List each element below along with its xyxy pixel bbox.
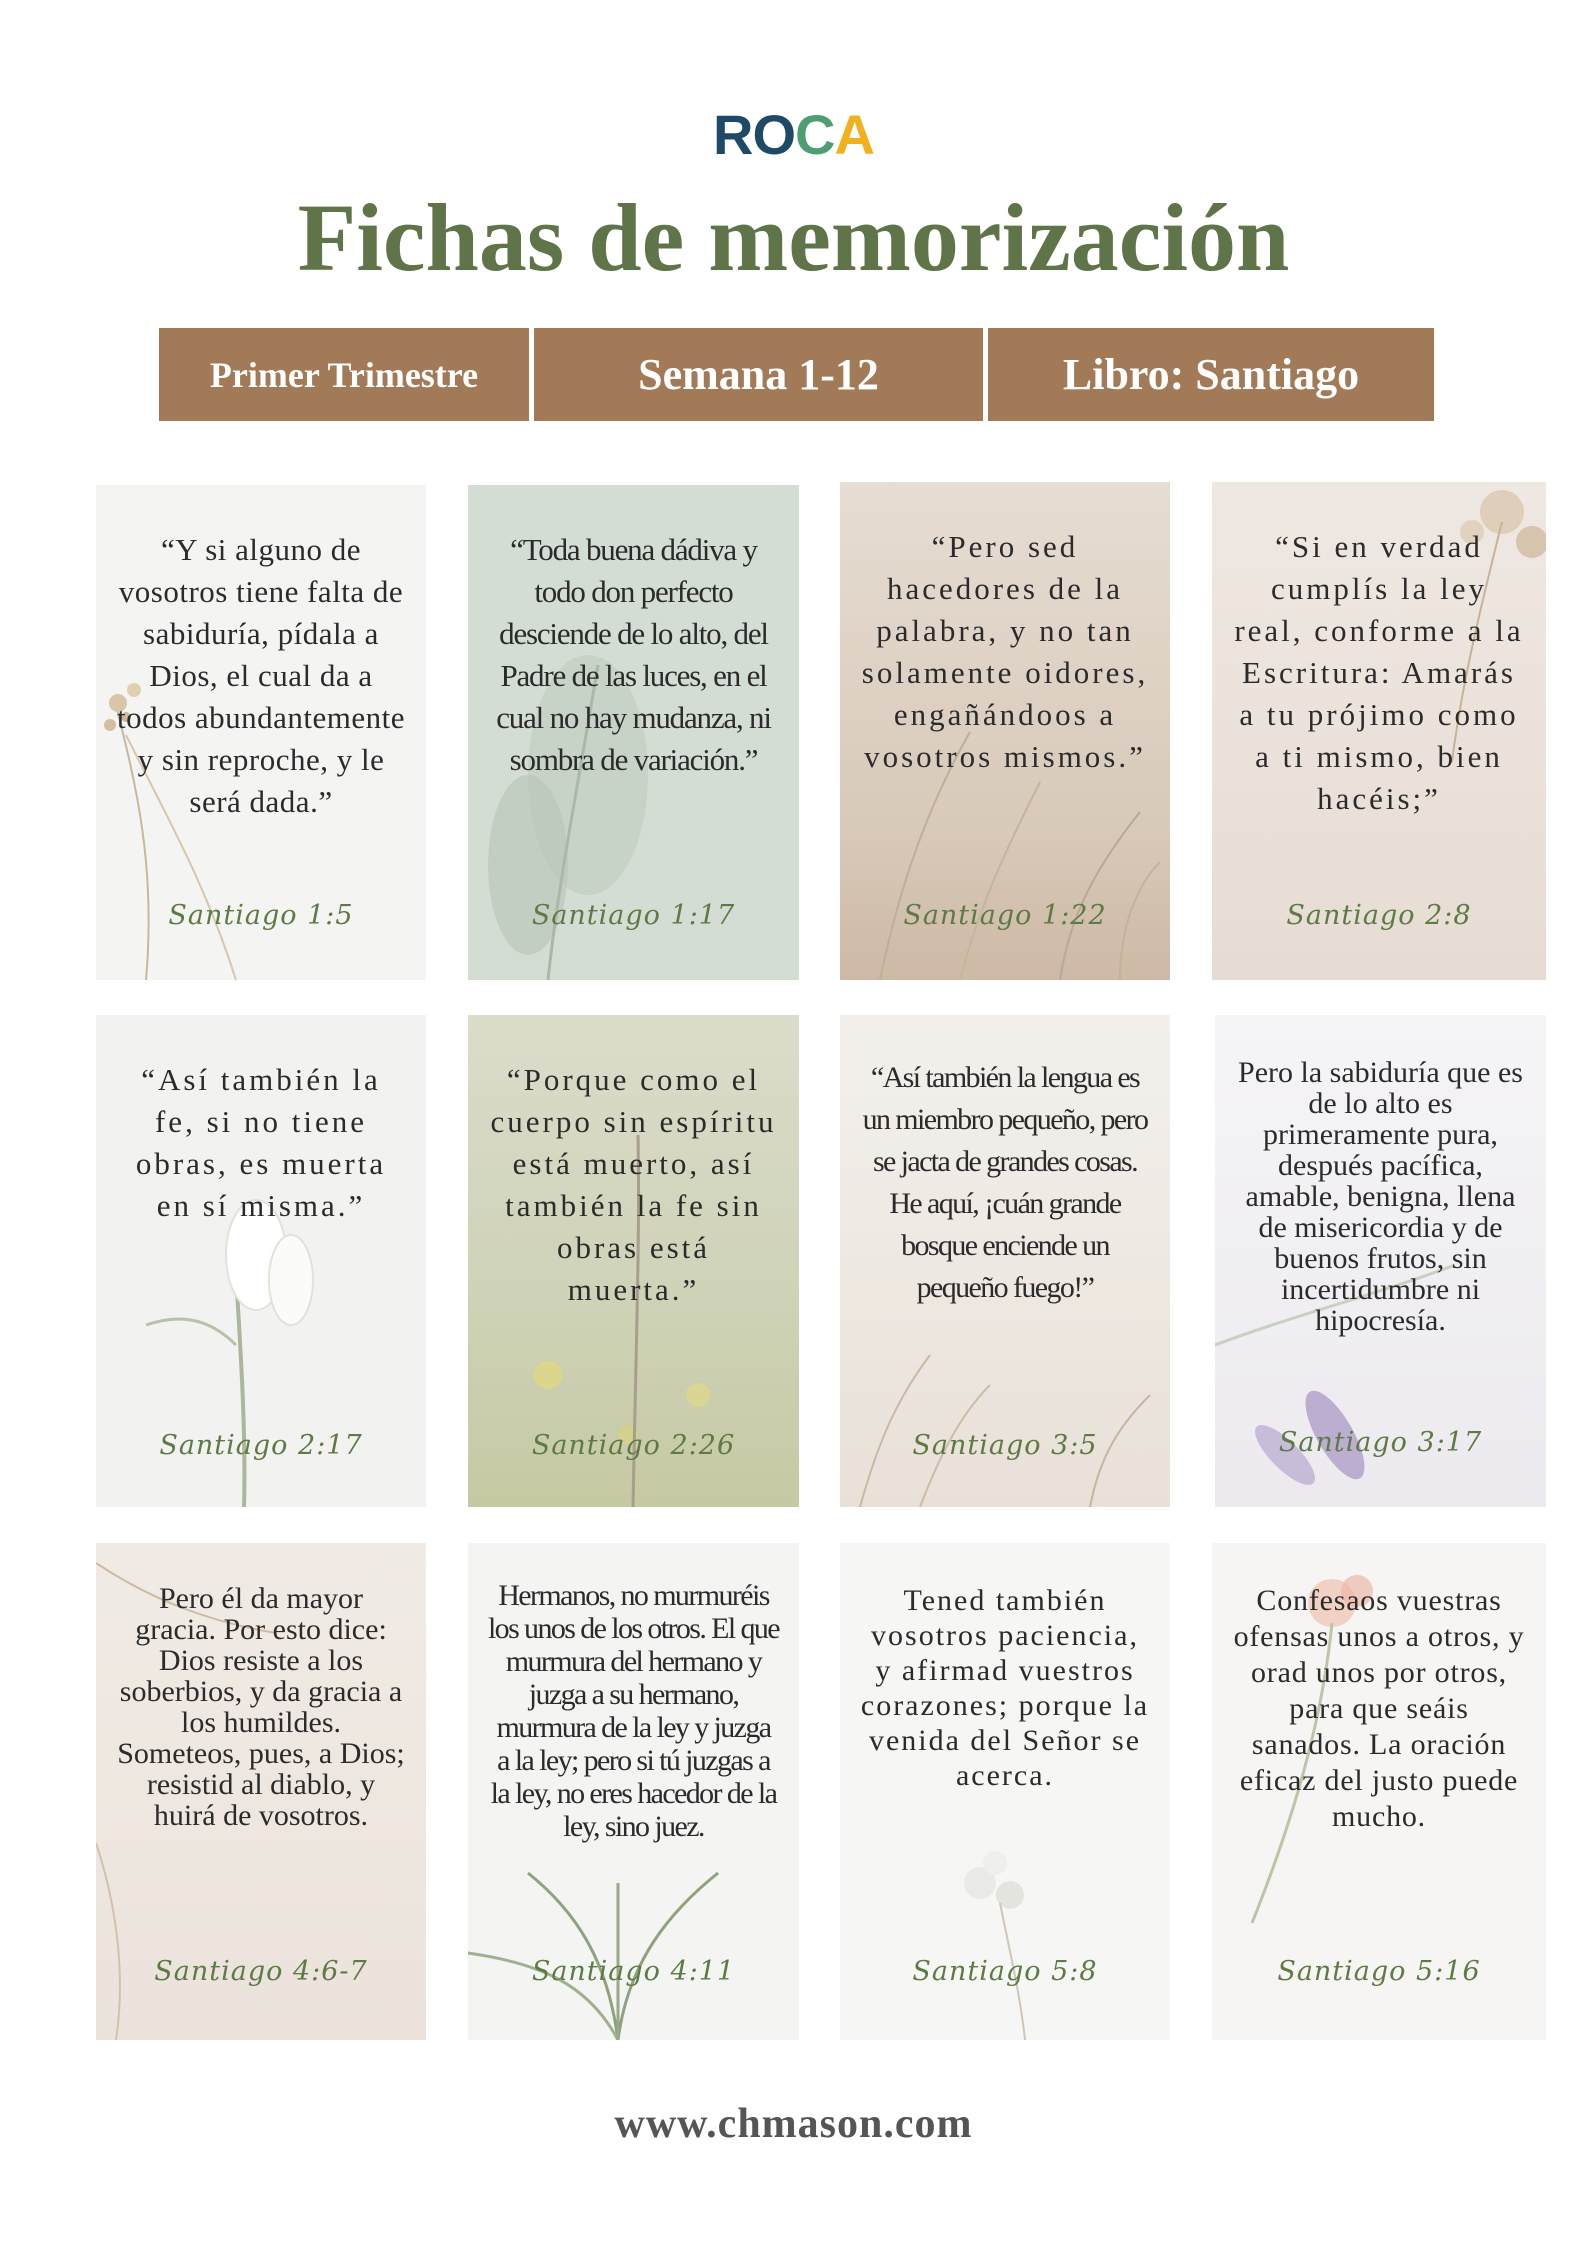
verse-card-2 xyxy=(468,485,799,980)
verse-card-6 xyxy=(468,1015,799,1507)
verse-card-7 xyxy=(840,1015,1170,1507)
verse-text: “Si en verdad cumplís la ley real, conforme a la Escritura: Amarás a tu prójimo como a ti mismo, bien hacéis;” xyxy=(1234,529,1524,816)
verse-card-10 xyxy=(468,1543,799,2040)
verse-text: “Así también la fe, si no tiene obras, es muerta en sí misma.” xyxy=(135,1062,387,1223)
verse-reference: Santiago 5:16 xyxy=(1277,1956,1481,1987)
logo-letter-r: R xyxy=(713,103,753,166)
verse-reference: Santiago 1:22 xyxy=(903,900,1107,931)
banner-book: Libro: Santiago xyxy=(988,328,1434,421)
logo-letter-o: O xyxy=(752,103,796,166)
verse-text: “Así también la lengua es un miembro pequeño, pero se jacta de grandes cosas. He aquí, ¡cuán grande bosque enciende un pequeño fuego!” xyxy=(862,1061,1148,1304)
verse-text: “Porque como el cuerpo sin espíritu está muerto, así también la fe sin obras está muerta.” xyxy=(490,1062,777,1307)
banner-trimester: Primer Trimestre xyxy=(159,328,529,421)
verse-reference: Santiago 4:6-7 xyxy=(154,1956,368,1987)
verse-card-9 xyxy=(96,1543,426,2040)
roca-logo xyxy=(0,100,1587,170)
verse-text: Pero él da mayor gracia. Por esto dice: Dios resiste a los soberbios, y da gracia a los humildes. Someteos, pues, a Dios; resistid al diablo, y huirá de vosotros. xyxy=(117,1582,405,1832)
verse-reference: Santiago 2:17 xyxy=(159,1430,363,1461)
verse-text: Pero la sabiduría que es de lo alto es primeramente pura, después pacífica, amable, benigna, llena de misericordia y de buenos frutos, sin incertidumbre ni hipocresía. xyxy=(1238,1056,1523,1337)
verse-text: “Y si alguno de vosotros tiene falta de sabiduría, pídala a Dios, el cual da a todos abundantemente y sin reproche, y le será dada.” xyxy=(116,532,406,819)
verse-reference: Santiago 3:5 xyxy=(912,1430,1098,1461)
verse-card-12 xyxy=(1212,1543,1546,2040)
page-title: Fichas de memorización xyxy=(297,184,1290,291)
verse-text: Confesaos vuestras ofensas unos a otros, y orad unos por otros, para que seáis sanados. La oración eficaz del justo puede mucho. xyxy=(1233,1584,1525,1833)
website-url: www.chmason.com xyxy=(614,2101,973,2147)
verse-text: Tened también vosotros paciencia, y afirmad vuestros corazones; porque la venida del Señor se acerca. xyxy=(860,1584,1150,1792)
verse-text: “Pero sed hacedores de la palabra, y no tan solamente oidores, engañándoos a vosotros mismos.” xyxy=(861,529,1149,774)
logo-letter-c: C xyxy=(795,103,835,166)
banner-weeks: Semana 1-12 xyxy=(534,328,983,421)
verse-card-5 xyxy=(96,1015,426,1507)
verse-reference: Santiago 3:17 xyxy=(1278,1427,1483,1458)
verse-card-8 xyxy=(1215,1015,1546,1507)
header-banner xyxy=(159,328,1434,421)
verse-card-4 xyxy=(1212,482,1546,980)
verse-card-11 xyxy=(840,1543,1170,2040)
verse-reference: Santiago 1:5 xyxy=(168,900,354,931)
logo-letter-a: A xyxy=(834,103,874,166)
verse-card-1 xyxy=(96,485,426,980)
verse-text: “Toda buena dádiva y todo don perfecto desciende de lo alto, del Padre de las luces, en el cual no hay mudanza, ni sombra de variación.” xyxy=(496,532,771,777)
verse-reference: Santiago 1:17 xyxy=(531,900,736,931)
verse-reference: Santiago 2:8 xyxy=(1286,900,1472,931)
verse-reference: Santiago 4:11 xyxy=(531,1956,736,1987)
verse-text: Hermanos, no murmuréis los unos de los otros. El que murmura del hermano y juzga a su hermano, murmura de la ley y juzga a la ley; pero si tú juzgas a la ley, no eres hacedor de la ley, sino juez. xyxy=(487,1579,780,1843)
verse-card-3 xyxy=(840,482,1170,980)
verse-reference: Santiago 5:8 xyxy=(912,1956,1098,1987)
verse-reference: Santiago 2:26 xyxy=(531,1430,736,1461)
